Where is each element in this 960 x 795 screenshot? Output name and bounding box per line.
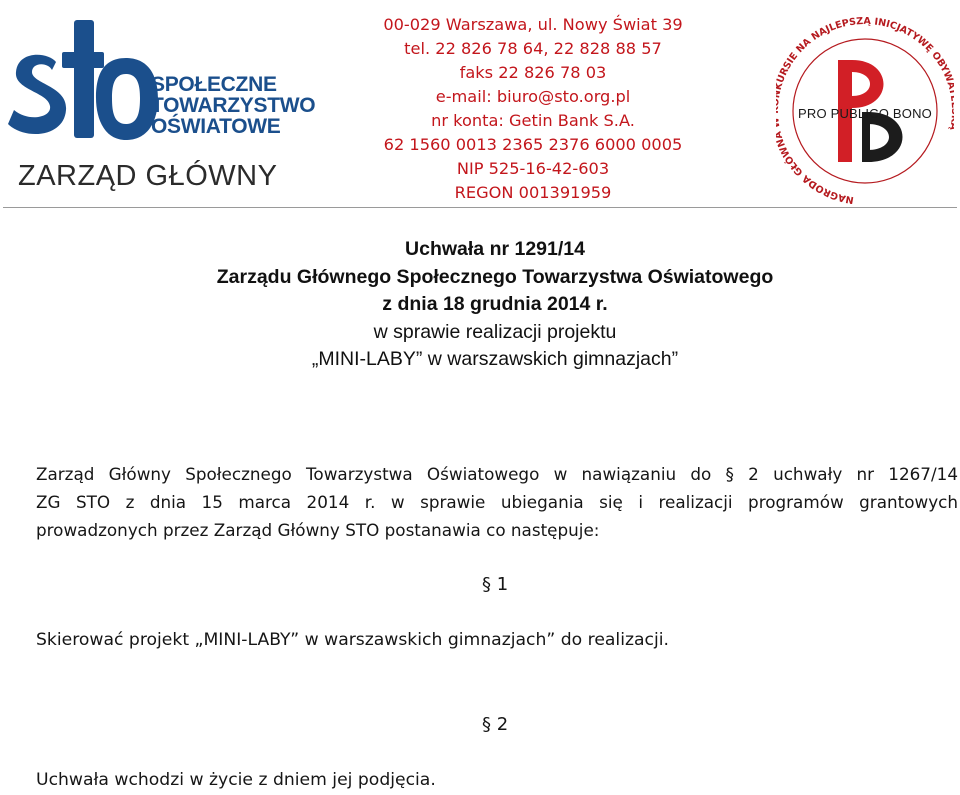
resolution-date: z dnia 18 grudnia 2014 r. <box>382 293 608 315</box>
contact-nip: NIP 525-16-42-603 <box>456 159 610 178</box>
logo-unit-name: ZARZĄD GŁÓWNY <box>18 160 278 192</box>
logo-org-name: SPOŁECZNE TOWARZYSTWO OŚWIATOWE <box>151 73 316 138</box>
preamble-line: prowadzonych przez Zarząd Główny STO postanawia co następuje: <box>36 520 600 540</box>
section-1-text: Skierować projekt „MINI-LABY” w warszawskich gimnazjach” do realizacji. <box>36 630 669 650</box>
section-2-text: Uchwała wchodzi w życie z dniem jej podjęcia. <box>36 770 436 790</box>
contact-fax: faks 22 826 78 03 <box>459 63 607 82</box>
pro-publico-bono-badge <box>776 12 954 204</box>
contact-phone: tel. 22 826 78 64, 22 828 88 57 <box>404 39 662 58</box>
badge-name: PRO PUBLICO BONO <box>798 106 932 121</box>
contact-bank: nr konta: Getin Bank S.A. <box>431 111 635 130</box>
contact-regon: REGON 001391959 <box>454 183 612 202</box>
resolution-heading <box>0 236 960 374</box>
resolution-body: Zarządu Głównego Społecznego Towarzystwa Oświatowego <box>216 265 774 288</box>
contact-address: 00-029 Warszawa, ul. Nowy Świat 39 <box>383 15 683 34</box>
preamble-line: ZG STO z dnia 15 marca 2014 r. w sprawie ubiegania się i realizacji programów grantowych <box>36 492 958 512</box>
letterhead <box>0 0 960 210</box>
section-1-label: § 1 <box>482 574 509 595</box>
preamble-paragraph <box>36 460 958 544</box>
sto-logo-mark-icon <box>8 14 158 154</box>
resolution-subject: w sprawie realizacji projektu <box>373 320 617 343</box>
section-2-label: § 2 <box>482 714 509 735</box>
preamble-line: Zarząd Główny Społecznego Towarzystwa Oświatowego w nawiązaniu do § 2 uchwały nr 1267/14 <box>36 464 958 484</box>
contact-email: e-mail: biuro@sto.org.pl <box>435 87 631 106</box>
letterhead-divider <box>3 207 957 208</box>
contact-account: 62 1560 0013 2365 2376 6000 0005 <box>383 135 683 154</box>
resolution-title: Uchwała nr 1291/14 <box>405 238 585 260</box>
sto-logo <box>8 14 316 192</box>
contact-block <box>373 13 693 205</box>
badge-ring-text: NAGRODA GŁÓWN URSIE NA NAJLEPSZĄ INICJATYWĘ OBYW <box>776 15 954 204</box>
resolution-project: „MINI-LABY” w warszawskich gimnazjach” <box>311 348 679 370</box>
